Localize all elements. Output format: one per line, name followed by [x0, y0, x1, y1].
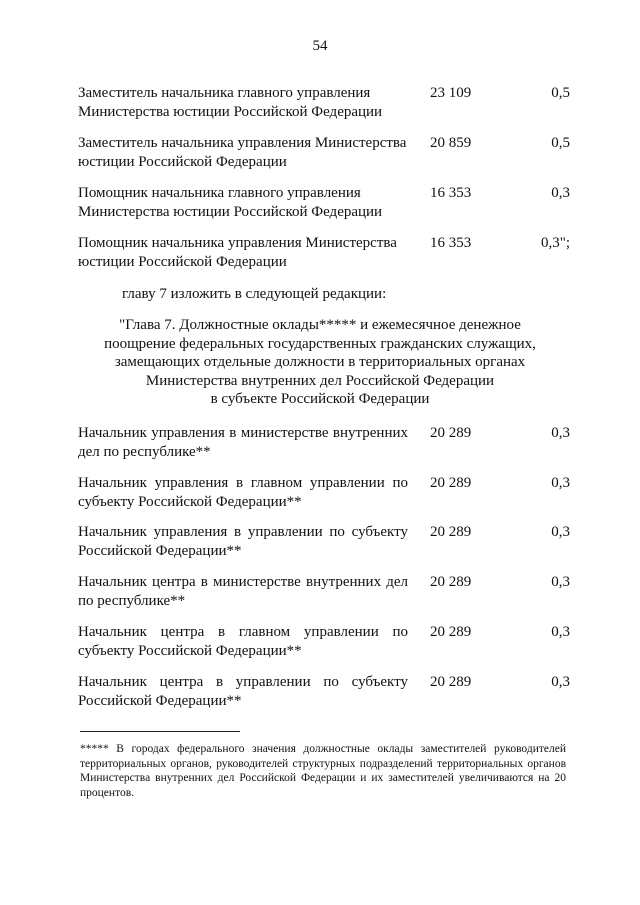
position-title: Начальник центра в главном управлении по субъекту Российской Федерации** [78, 624, 408, 659]
coefficient-value: 0,3"; [540, 235, 570, 251]
amendment-intro: главу 7 изложить в следующей редакции: [122, 286, 387, 302]
position-title: Начальник управления в главном управлении по субъекту Российской Федерации** [78, 475, 408, 510]
coefficient-value: 0,3 [551, 524, 570, 540]
coefficient-value: 0,5 [551, 85, 570, 101]
salary-value: 20 859 [430, 135, 472, 151]
salary-value: 16 353 [430, 185, 472, 201]
salary-value: 20 289 [430, 524, 472, 540]
position-title: Начальник управления в управлении по субъекту Российской Федерации** [78, 524, 408, 559]
salary-value: 20 289 [430, 574, 472, 590]
salary-value: 20 289 [430, 475, 472, 491]
coefficient-value: 0,3 [551, 574, 570, 590]
position-title: Заместитель начальника управления Министерства юстиции Российской Федерации [78, 135, 407, 170]
footnote: ***** В городах федерального значения должностные оклады заместителей руководителей территориальных органов, руководителей структурных подразделений территориальных органов Министерства внутренних дел Российской Федерации и их заместителей увеличиваются на 20 процентов. [80, 743, 566, 799]
page-number: 54 [312, 38, 328, 54]
chapter-heading-line: замещающих отдельные должности в территориальных органах [114, 354, 526, 370]
coefficient-value: 0,3 [551, 425, 570, 441]
coefficient-value: 0,3 [551, 674, 570, 690]
chapter-heading-line: "Глава 7. Должностные оклады***** и ежемесячное денежное [119, 317, 521, 333]
salary-value: 20 289 [430, 425, 472, 441]
footnote-separator [80, 731, 240, 732]
chapter-heading-line: Министерства внутренних дел Российской Федерации [145, 372, 495, 389]
coefficient-value: 0,3 [551, 475, 570, 491]
salary-value: 16 353 [430, 235, 472, 251]
coefficient-value: 0,5 [551, 135, 570, 151]
chapter-heading-line: в субъекте Российской Федерации [210, 391, 430, 407]
position-title: Помощник начальника главного управления Министерства юстиции Российской Федерации [78, 185, 383, 220]
coefficient-value: 0,3 [551, 185, 570, 201]
salary-value: 20 289 [430, 674, 472, 690]
salary-value: 23 109 [430, 85, 472, 101]
salary-value: 20 289 [430, 624, 472, 640]
position-title: Начальник управления в министерстве внутренних дел по республике** [78, 425, 408, 460]
coefficient-value: 0,3 [551, 624, 570, 640]
position-title: Начальник центра в министерстве внутренних дел по республике** [78, 574, 408, 609]
position-title: Заместитель начальника главного управления Министерства юстиции Российской Федерации [78, 85, 383, 120]
position-title: Начальник центра в управлении по субъекту Российской Федерации** [78, 674, 408, 709]
chapter-heading-line: поощрение федеральных государственных гражданских служащих, [104, 335, 536, 352]
position-title: Помощник начальника управления Министерства юстиции Российской Федерации [78, 235, 397, 270]
chapter-heading [70, 316, 570, 409]
